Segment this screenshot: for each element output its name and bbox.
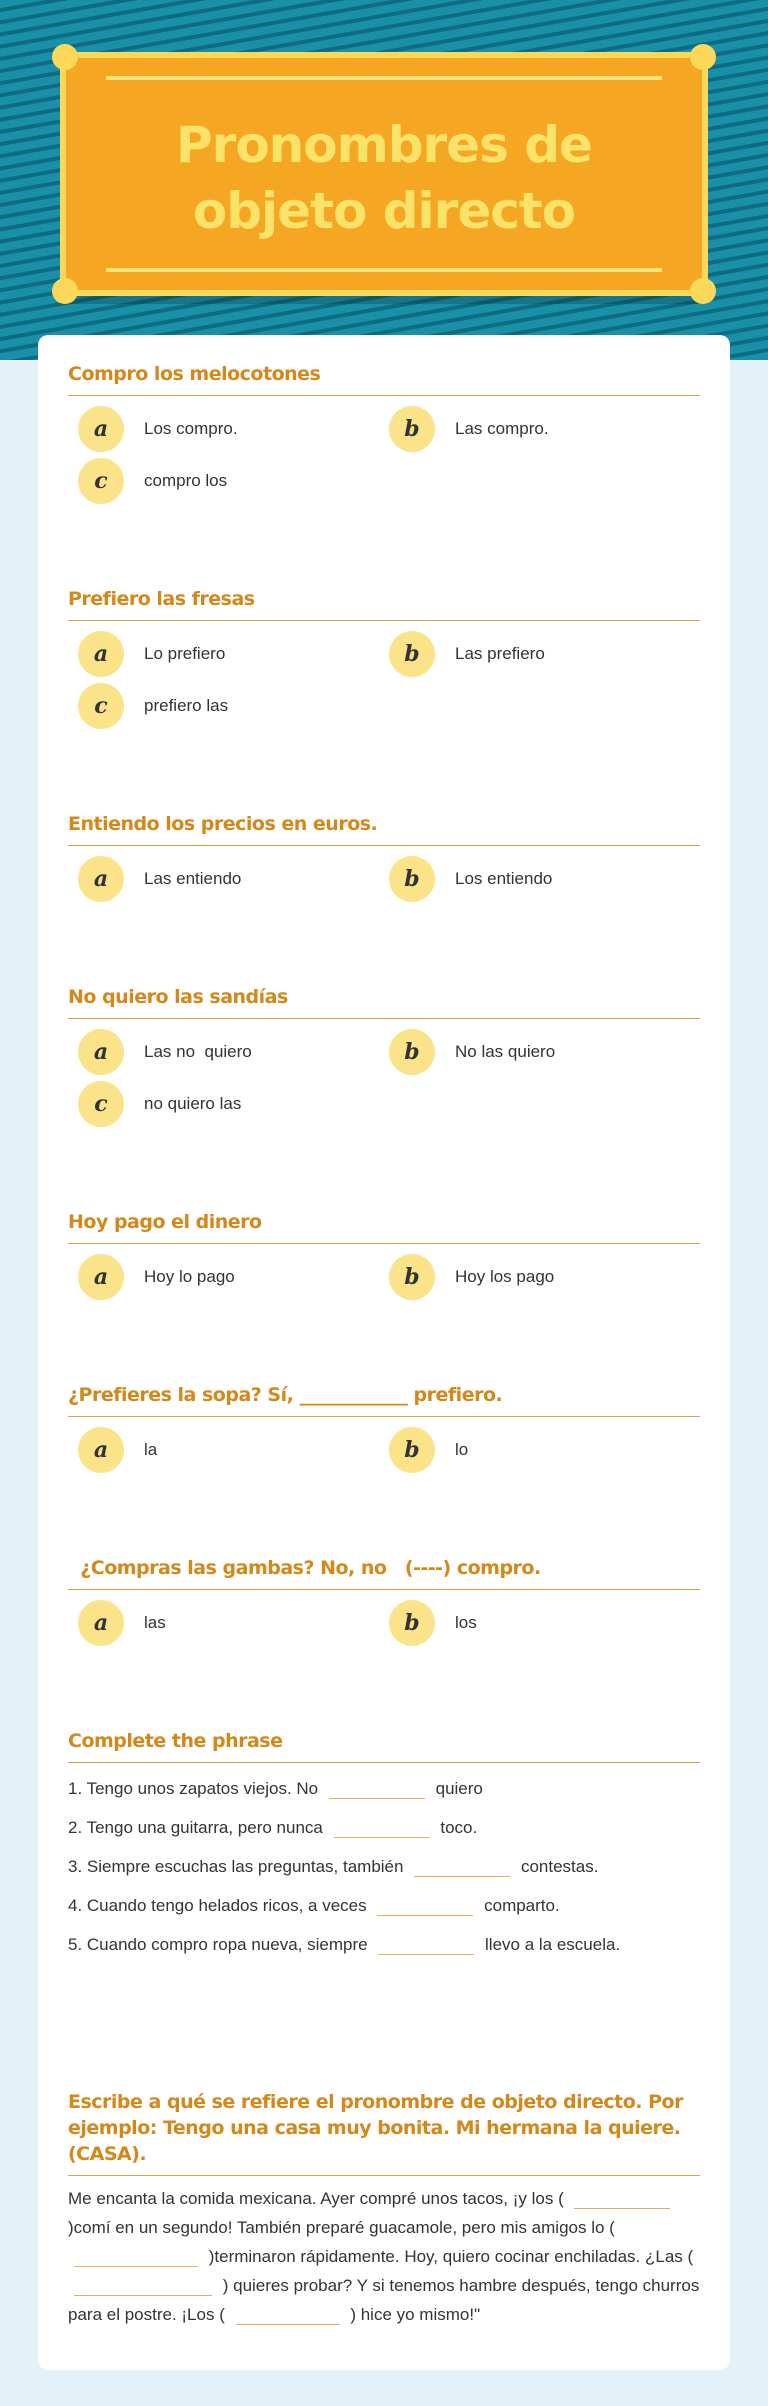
option-b[interactable]	[379, 631, 545, 677]
question-title: No quiero las sandías	[68, 984, 700, 1019]
question-title: Entiendo los precios en euros.	[68, 811, 700, 846]
option-text: las	[144, 1613, 166, 1632]
option-text: Los compro.	[144, 419, 238, 438]
option-b[interactable]	[379, 1600, 477, 1646]
page-title: Pronombres de objeto directo	[176, 116, 592, 240]
option-a[interactable]	[68, 856, 241, 902]
answer-blank[interactable]	[414, 1858, 510, 1877]
story-text: ) quieres probar? Y si tenemos hambre después, tengo churros para el postre. ¡Los (	[68, 2276, 700, 2324]
option-letter: a	[78, 1600, 124, 1646]
banner-corner	[52, 278, 78, 304]
phrase-text: contestas.	[520, 1857, 599, 1876]
phrase-text: 1. Tengo unos zapatos viejos. No	[68, 1779, 319, 1798]
option-text: No las quiero	[455, 1042, 556, 1061]
option-text: Hoy lo pago	[144, 1267, 235, 1286]
story-text: ) hice yo mismo!"	[350, 2305, 481, 2324]
question-title: Hoy pago el dinero	[68, 1209, 700, 1244]
section-title: Escribe a qué se refiere el pronombre de objeto directo. Por ejemplo: Tengo una casa muy bonita. Mi hermana la quiere. (CASA).	[68, 2089, 700, 2176]
option-letter: a	[78, 856, 124, 902]
option-letter: b	[389, 406, 435, 452]
option-text: la	[144, 1440, 158, 1459]
option-letter: c	[78, 1081, 124, 1127]
option-c[interactable]	[68, 458, 227, 504]
phrase-text: comparto.	[484, 1896, 560, 1915]
answer-blank[interactable]	[378, 1936, 474, 1955]
question-title: ¿Compras las gambas? No, no (----) compro.	[68, 1555, 700, 1590]
banner-corner	[690, 278, 716, 304]
option-b[interactable]	[379, 1254, 554, 1300]
option-b[interactable]	[379, 856, 552, 902]
option-letter: b	[389, 1254, 435, 1300]
option-a[interactable]	[68, 406, 238, 452]
option-a[interactable]	[68, 1600, 166, 1646]
phrase-item	[68, 1886, 700, 1925]
worksheet-card	[38, 335, 730, 2370]
option-a[interactable]	[68, 1427, 157, 1473]
title-banner	[60, 52, 708, 296]
question-title: Prefiero las fresas	[68, 586, 700, 621]
option-letter: a	[78, 406, 124, 452]
option-text: prefiero las	[144, 696, 229, 715]
story-text: )comí en un segundo! También preparé guacamole, pero mis amigos lo (	[68, 2218, 615, 2237]
option-text: Las no quiero	[144, 1042, 252, 1061]
story-paragraph	[68, 2184, 700, 2329]
option-letter: b	[389, 1029, 435, 1075]
story-text: Me encanta la comida mexicana. Ayer compré unos tacos, ¡y los (	[68, 2189, 564, 2208]
option-b[interactable]	[379, 406, 549, 452]
answer-blank[interactable]	[74, 2248, 198, 2267]
option-a[interactable]	[68, 1254, 235, 1300]
option-text: Los entiendo	[455, 869, 553, 888]
phrase-text: 5. Cuando compro ropa nueva, siempre	[68, 1935, 368, 1954]
option-letter: b	[389, 1427, 435, 1473]
option-b[interactable]	[379, 1029, 555, 1075]
phrase-text: 2. Tengo una guitarra, pero nunca	[68, 1818, 323, 1837]
phrase-text: llevo a la escuela.	[485, 1935, 621, 1954]
option-letter: c	[78, 683, 124, 729]
banner-corner	[52, 44, 78, 70]
complete-phrase-section	[68, 1728, 700, 1964]
phrase-item	[68, 1808, 700, 1847]
answer-blank[interactable]	[236, 2306, 340, 2325]
phrase-text: quiero	[435, 1779, 483, 1798]
option-letter: a	[78, 1254, 124, 1300]
story-section	[68, 2089, 700, 2329]
option-text: no quiero las	[144, 1094, 242, 1113]
option-text: Las entiendo	[144, 869, 242, 888]
option-text: lo	[455, 1440, 469, 1459]
option-letter: b	[389, 856, 435, 902]
question-title: Compro los melocotones	[68, 361, 700, 396]
phrase-text: toco.	[440, 1818, 478, 1837]
answer-blank[interactable]	[334, 1819, 430, 1838]
answer-blank[interactable]	[74, 2277, 212, 2296]
story-text: )terminaron rápidamente. Hoy, quiero cocinar enchiladas. ¿Las (	[208, 2247, 694, 2266]
option-text: Lo prefiero	[144, 644, 226, 663]
banner-bottom-line	[106, 268, 662, 272]
question-4	[68, 984, 700, 1131]
option-text: compro los	[144, 471, 228, 490]
banner-corner	[690, 44, 716, 70]
phrase-item	[68, 1925, 700, 1964]
option-text: los	[455, 1613, 477, 1632]
option-c[interactable]	[68, 1081, 241, 1127]
section-title: Complete the phrase	[68, 1728, 700, 1763]
option-a[interactable]	[68, 631, 225, 677]
answer-blank[interactable]	[377, 1897, 473, 1916]
option-letter: a	[78, 1029, 124, 1075]
question-7	[68, 1555, 700, 1650]
option-letter: b	[389, 631, 435, 677]
question-6	[68, 1382, 700, 1477]
phrase-text: 3. Siempre escuchas las preguntas, también	[68, 1857, 404, 1876]
option-a[interactable]	[68, 1029, 252, 1075]
option-letter: a	[78, 1427, 124, 1473]
question-1	[68, 361, 700, 508]
option-letter: c	[78, 458, 124, 504]
option-text: Las prefiero	[455, 644, 545, 663]
phrase-item	[68, 1847, 700, 1886]
phrase-item	[68, 1769, 700, 1808]
option-text: Hoy los pago	[455, 1267, 555, 1286]
banner-top-line	[106, 76, 662, 80]
option-c[interactable]	[68, 683, 228, 729]
option-b[interactable]	[379, 1427, 468, 1473]
option-letter: b	[389, 1600, 435, 1646]
answer-blank[interactable]	[329, 1780, 425, 1799]
question-3	[68, 811, 700, 906]
option-letter: a	[78, 631, 124, 677]
option-text: Las compro.	[455, 419, 549, 438]
answer-blank[interactable]	[574, 2190, 670, 2209]
phrase-text: 4. Cuando tengo helados ricos, a veces	[68, 1896, 367, 1915]
question-title: ¿Prefieres la sopa? Sí, ____________ prefiero.	[68, 1382, 700, 1417]
question-2	[68, 586, 700, 733]
question-5	[68, 1209, 700, 1304]
